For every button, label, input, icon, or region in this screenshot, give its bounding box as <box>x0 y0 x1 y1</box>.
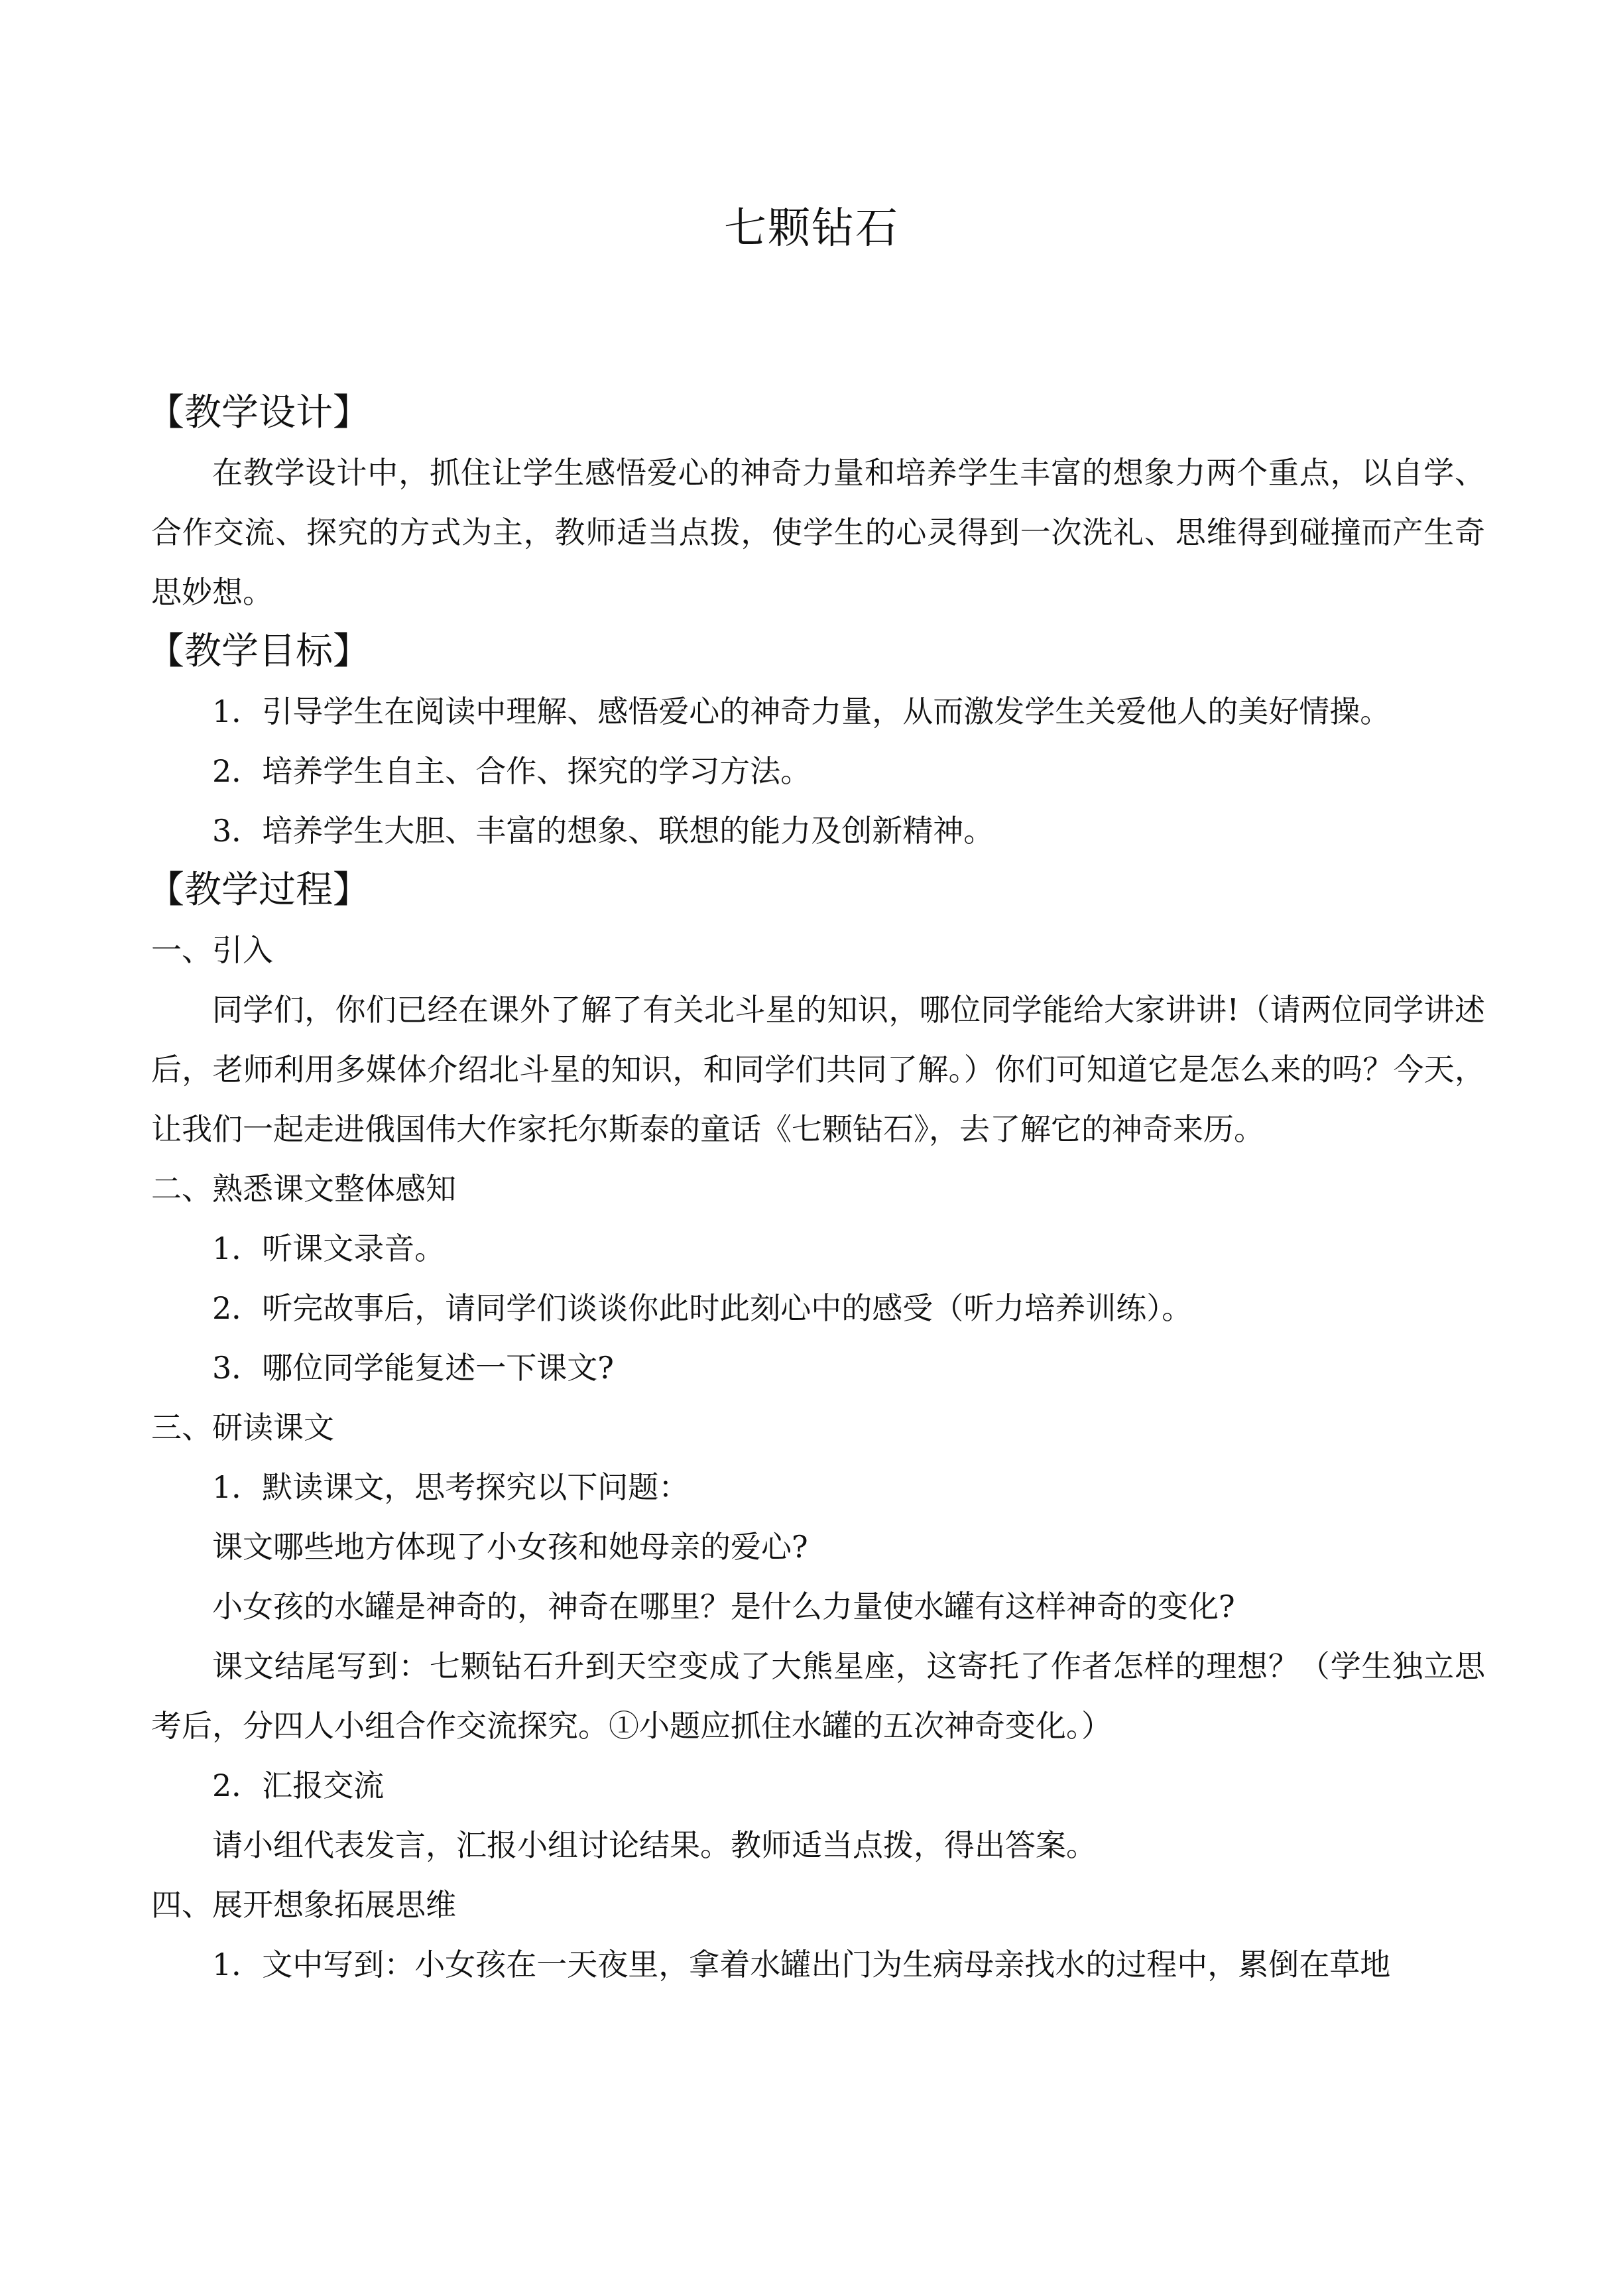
part1-paragraph: 同学们，你们已经在课外了解了有关北斗星的知识，哪位同学能给大家讲讲!（请两位同学讲述后，老师利用多媒体介绍北斗星的知识，和同学们共同了解。）你们可知道它是怎么来的吗？今天，让我们一起走进俄国伟大作家托尔斯泰的童话《七颗钻石》，去了解它的神奇来历。 <box>151 992 1485 1147</box>
part3-item-2-text: 请小组代表发言，汇报小组讨论结果。教师适当点拨，得出答案。 <box>212 1827 1097 1863</box>
objective-item-3: 3．培养学生大胆、丰富的想象、联想的能力及创新精神。 <box>212 813 994 849</box>
part2-item-2: 2．听完故事后，请同学们谈谈你此时此刻心中的感受（听力培养训练）。 <box>212 1290 1193 1326</box>
design-heading: 【教学设计】 <box>147 391 370 434</box>
objective-item-2: 2．培养学生自主、合作、探究的学习方法。 <box>212 753 812 789</box>
objectives-heading: 【教学目标】 <box>147 630 370 673</box>
part1-title: 一、引入 <box>151 932 273 968</box>
part3-question-3: 课文结尾写到：七颗钻石升到天空变成了大熊星座，这寄托了作者怎样的理想？（学生独立思考后，分四人小组合作交流探究。①小题应抓住水罐的五次神奇变化。） <box>151 1648 1485 1744</box>
part2-item-1: 1．听课文录音。 <box>212 1231 446 1266</box>
part3-question-2: 小女孩的水罐是神奇的，神奇在哪里？是什么力量使水罐有这样神奇的变化? <box>212 1589 1235 1624</box>
part3-question-1: 课文哪些地方体现了小女孩和她母亲的爱心? <box>212 1529 808 1565</box>
part3-item-2: 2．汇报交流 <box>212 1768 385 1803</box>
design-paragraph: 在教学设计中，抓住让学生感悟爱心的神奇力量和培养学生丰富的想象力两个重点，以自学、合作交流、探究的方式为主，教师适当点拨，使学生的心灵得到一次洗礼、思维得到碰撞而产生奇思妙想。 <box>151 455 1485 610</box>
part4-item-1: 1．文中写到：小女孩在一天夜里，拿着水罐出门为生病母亲找水的过程中，累倒在草地 <box>212 1947 1391 1982</box>
part2-item-3: 3．哪位同学能复述一下课文? <box>212 1350 614 1386</box>
part3-item-1: 1．默读课文，思考探究以下问题： <box>212 1469 690 1505</box>
part2-title: 二、熟悉课文整体感知 <box>151 1171 456 1207</box>
document-body <box>147 383 1485 1994</box>
part4-title: 四、展开想象拓展思维 <box>151 1887 456 1923</box>
page-title: 七颗钻石 <box>724 204 899 253</box>
process-heading: 【教学过程】 <box>147 869 370 912</box>
part3-title: 三、研读课文 <box>151 1410 334 1445</box>
objective-item-1: 1．引导学生在阅读中理解、感悟爱心的神奇力量，从而激发学生关爱他人的美好情操。 <box>212 694 1391 729</box>
